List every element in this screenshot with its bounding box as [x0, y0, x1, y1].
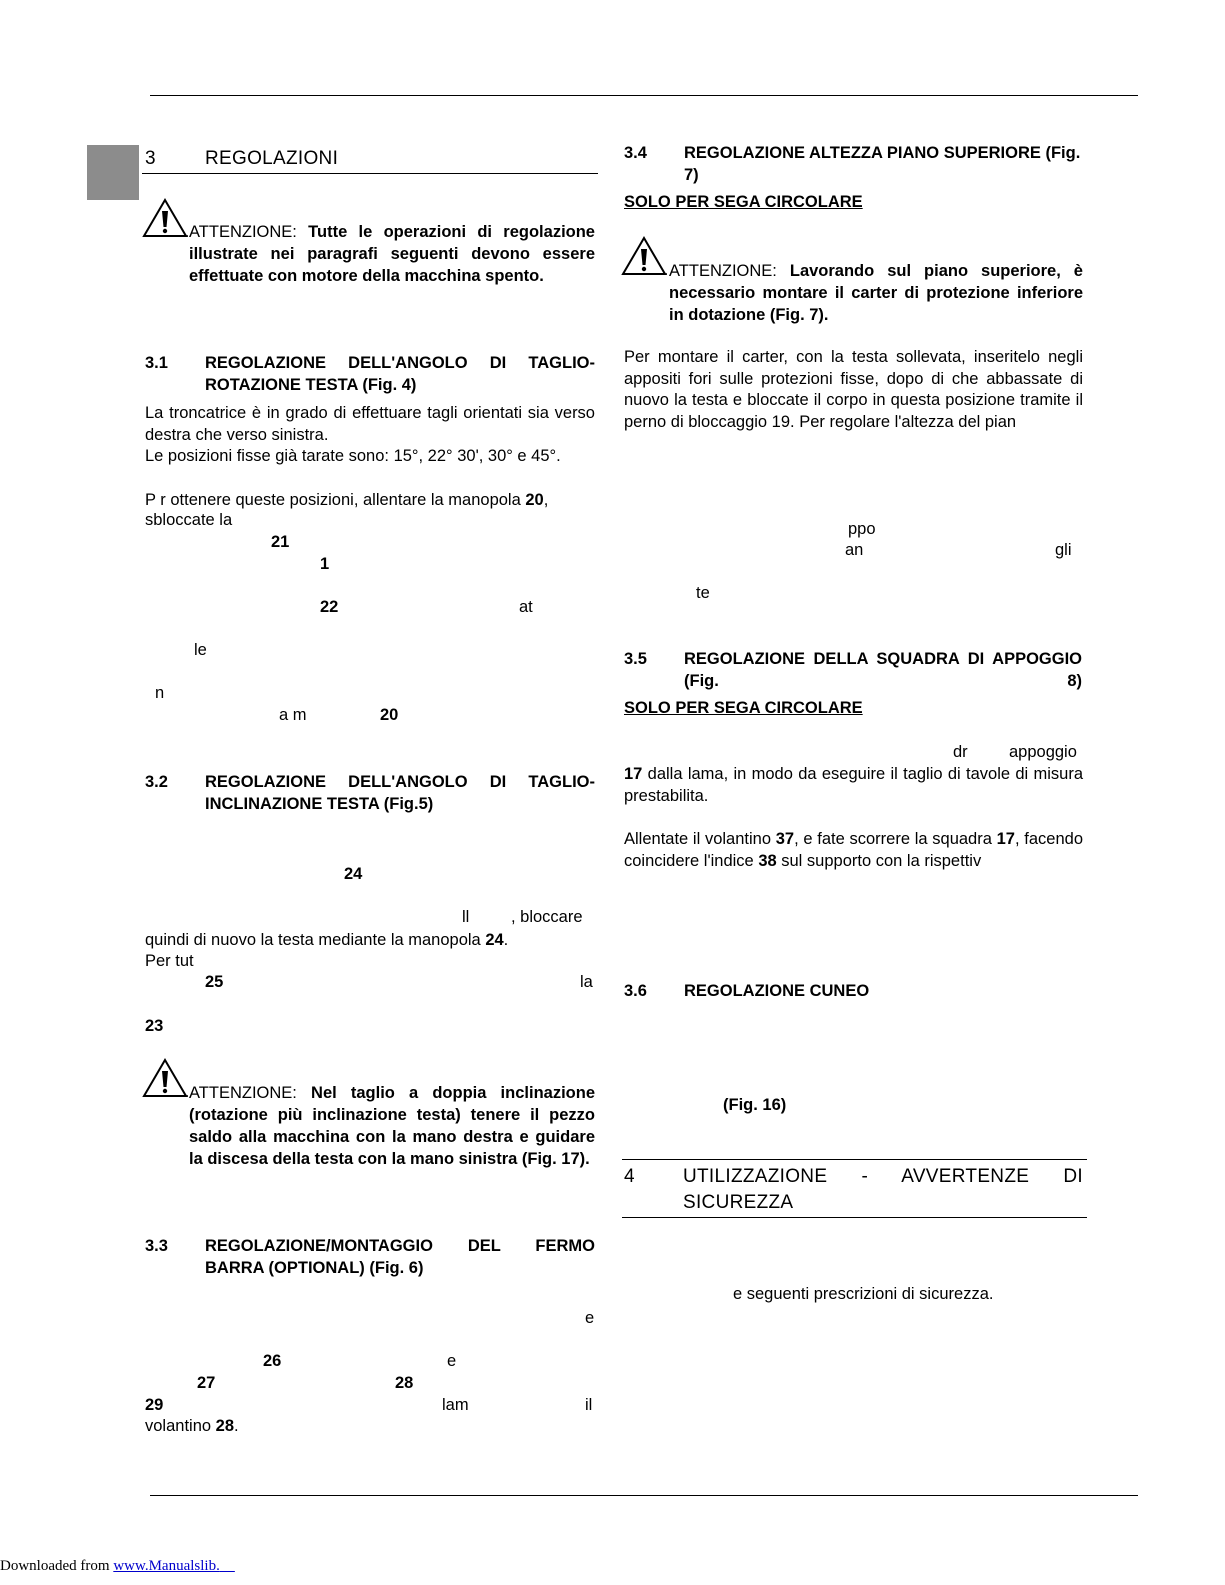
bottom-rule — [150, 1495, 1138, 1496]
reference-number: 20 — [380, 706, 399, 724]
warning-block — [189, 1082, 595, 1170]
section-number: 3.4 — [624, 144, 647, 162]
reference-number: 28 — [395, 1374, 414, 1392]
text-fragment: an — [845, 541, 864, 559]
warning-label: ATTENZIONE: — [189, 1084, 297, 1102]
paragraph — [145, 930, 595, 952]
reference-number: 27 — [197, 1374, 216, 1392]
reference-number: 23 — [145, 1017, 164, 1035]
warning-label: ATTENZIONE: — [669, 262, 777, 280]
section-3-5-heading — [624, 648, 1082, 692]
section-number: 3.5 — [624, 650, 647, 668]
section-number: 4 — [624, 1166, 635, 1187]
paragraph: Per montare il carter, con la testa sollevata, inseritelo negli appositi fori sulle protezioni fisse, dopo di che abbassate di nuovo la testa e bloccate il corpo in questa posizione tramite il perno di bloccaggio 19. Per regolare l'altezza del pian — [624, 348, 1083, 432]
reference-number: 17 — [624, 765, 643, 783]
subsection-note: SOLO PER SEGA CIRCOLARE — [624, 193, 863, 211]
text-fragment — [145, 1417, 239, 1436]
section-title: REGOLAZIONE CUNEO — [684, 982, 870, 1000]
warning-text: Tutte le operazioni di regolazione illustrate nei paragrafi seguenti devono essere effettuate con motore della macchina spento. — [189, 223, 595, 285]
warning-icon — [621, 236, 667, 276]
text-fragment: lam — [442, 1396, 469, 1414]
warning-text: Lavorando sul piano superiore, è necessario montare il carter di protezione inferiore in dotazione (Fig. 7). — [669, 262, 1083, 324]
section-title: REGOLAZIONE DELLA SQUADRA DI APPOGGIO (Fig. 8) — [684, 650, 1082, 690]
section-3-1-heading — [145, 352, 595, 396]
manualslib-link[interactable]: www.Manualslib. — [113, 1558, 220, 1574]
section-number: 3.1 — [145, 354, 168, 372]
section-title: REGOLAZIONE DELL'ANGOLO DI TAGLIO-ROTAZIONE TESTA (Fig. 4) — [205, 354, 595, 394]
reference-number: 21 — [271, 533, 290, 551]
warning-block — [189, 221, 595, 287]
section-3-heading — [145, 148, 338, 170]
section-3-3-heading — [145, 1235, 595, 1279]
text-fragment: il — [585, 1396, 593, 1414]
section-title: REGOLAZIONI — [205, 148, 339, 169]
section-4-top-rule — [622, 1159, 1087, 1160]
paragraph — [624, 764, 1083, 807]
subsection-note: SOLO PER SEGA CIRCOLARE — [624, 699, 863, 717]
section-title: UTILIZZAZIONE - AVVERTENZE DI SICUREZZA — [683, 1166, 1083, 1213]
paragraph — [145, 490, 595, 512]
section-3-rule — [142, 173, 598, 174]
text-fragment: ll — [462, 908, 470, 926]
text-run: quindi di nuovo la testa mediante la manopola — [145, 931, 486, 949]
text-run: . — [503, 931, 509, 949]
section-3-2-heading — [145, 771, 595, 815]
reference-number: 20 — [525, 491, 544, 509]
section-3-6-heading — [624, 980, 1082, 1002]
section-4-heading — [624, 1164, 1083, 1216]
text-fragment: dr — [953, 743, 968, 761]
reference-number: 17 — [996, 830, 1015, 848]
paragraph: Le posizioni fisse già tarate sono: 15°, 22° 30', 30° e 45°. — [145, 447, 561, 465]
warning-icon — [142, 198, 188, 238]
warning-label: ATTENZIONE: — [189, 223, 297, 241]
text-run: Allentate il volantino — [624, 830, 776, 848]
text-fragment: le — [194, 641, 207, 659]
section-title: REGOLAZIONE DELL'ANGOLO DI TAGLIO-INCLINAZIONE TESTA (Fig.5) — [205, 773, 595, 813]
section-number: 3.3 — [145, 1237, 168, 1255]
text-fragment: appoggio — [1009, 743, 1077, 761]
text-run: sul supporto con la rispettiv — [776, 851, 982, 870]
reference-number: 37 — [775, 830, 795, 848]
text-fragment: at — [519, 598, 533, 616]
reference-number: 26 — [263, 1352, 282, 1370]
download-footer — [0, 1558, 235, 1575]
text-run: , e fate scorrere la squadra — [794, 830, 997, 848]
text-fragment: Per tut — [145, 952, 194, 970]
text-fragment: e — [447, 1352, 457, 1370]
reference-number: 1 — [320, 555, 330, 573]
section-3-4-heading — [624, 142, 1082, 186]
top-rule — [150, 95, 1138, 96]
warning-block — [669, 260, 1083, 326]
section-title: REGOLAZIONE ALTEZZA PIANO SUPERIORE (Fig. 7) — [684, 144, 1081, 184]
text-fragment: ppo — [848, 520, 876, 538]
footer-prefix: Downloaded from — [0, 1558, 114, 1574]
chapter-tab — [87, 145, 139, 200]
paragraph: La troncatrice è in grado di effettuare tagli orientati sia verso destra che verso sinistra. — [145, 404, 595, 444]
section-number: 3 — [145, 148, 156, 169]
text-fragment: a m — [279, 706, 307, 724]
warning-text: Nel taglio a doppia inclinazione (rotazione più inclinazione testa) tenere il pezzo saldo alla macchina con la mano destra e guidare la discesa della testa con la mano sinistra (Fig. 17). — [189, 1084, 595, 1168]
reference-number: 38 — [758, 851, 777, 870]
section-number: 3.2 — [145, 773, 168, 791]
text-fragment: sbloccate la — [145, 511, 233, 529]
text-fragment: la — [580, 973, 593, 991]
text-run: , facendo coincidere l'indice — [624, 830, 1083, 870]
text-run: P r ottenere queste posizioni, allentare la manopola — [145, 491, 526, 509]
text-fragment: e seguenti prescrizioni di sicurezza. — [733, 1285, 994, 1303]
reference-number: 28 — [215, 1417, 234, 1435]
section-number: 3.6 — [624, 982, 647, 1000]
text-run: dalla lama, in modo da eseguire il taglio di tavole di misura prestabilita. — [624, 765, 1083, 805]
reference-number: 25 — [205, 973, 224, 991]
reference-number: 24 — [344, 865, 363, 883]
figure-reference: (Fig. 16) — [723, 1096, 787, 1114]
text-fragment: gli — [1055, 541, 1072, 559]
text-run: . — [234, 1417, 239, 1435]
section-4-bottom-rule — [622, 1217, 1087, 1218]
text-fragment: e — [585, 1309, 595, 1327]
warning-icon — [142, 1058, 188, 1098]
text-run: volantino — [145, 1417, 216, 1435]
text-fragment: n — [155, 684, 165, 702]
reference-number: 24 — [485, 931, 504, 949]
reference-number: 29 — [145, 1396, 164, 1414]
text-run: , — [543, 491, 549, 509]
text-fragment: te — [696, 584, 710, 602]
text-fragment: , bloccare — [511, 908, 583, 926]
paragraph — [624, 829, 1083, 872]
section-title: REGOLAZIONE/MONTAGGIO DEL FERMO BARRA (OPTIONAL) (Fig. 6) — [205, 1237, 595, 1277]
footer-suffix — [220, 1558, 235, 1574]
reference-number: 22 — [320, 598, 339, 616]
